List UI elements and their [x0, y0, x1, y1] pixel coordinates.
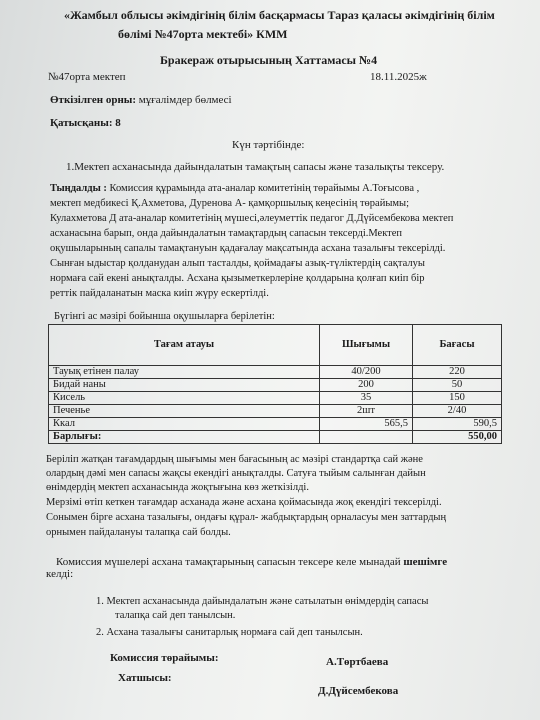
dish-price: 2/40: [413, 405, 502, 418]
protocol-date: 18.11.2025ж: [370, 71, 427, 83]
dish-yield: 2шт: [320, 405, 413, 418]
venue-value: мұғалімдер бөлмесі: [136, 94, 232, 106]
chair-role: Комиссия төрайымы:: [110, 652, 219, 664]
listened-line: Сынған ыдыстар қолданудан алып тасталды, қоймадағы азық-түліктердің сақталуы: [50, 258, 425, 269]
decision-intro: [56, 556, 447, 568]
decision-item-1: 1. Мектеп асханасында дайындалатын және сатылатын өнімдердің сапасы: [96, 596, 429, 607]
listened-line: [50, 183, 419, 194]
venue: [50, 94, 232, 106]
listened-line: Кулахметова Д ата-аналар комитетінің мүшесі,әлеуметтік педагог Д.Дүйсембекова мектеп: [50, 213, 454, 224]
col-header-dish: Тағам атауы: [49, 325, 320, 366]
dish-price: 50: [413, 379, 502, 392]
total-empty: [320, 431, 413, 444]
dish-name: Печенье: [49, 405, 320, 418]
total-row: [49, 431, 502, 444]
col-header-price: Бағасы: [413, 325, 502, 366]
dish-price: 590,5: [413, 418, 502, 431]
attendees-count: Қатысқаны: 8: [50, 117, 121, 129]
dish-name: Бидай наны: [49, 379, 320, 392]
table-row: [49, 418, 502, 431]
menu-header-row: [49, 325, 502, 366]
header-line-1: «Жамбыл облысы әкімдігінің білім басқармасы Тараз қаласы әкімдігінің білім: [64, 8, 495, 22]
summary-line: Мерзімі өтіп кеткен тағамдар асханада және асхана қоймасында жоқ екендігі тексерілді.: [46, 497, 442, 508]
decision-item-1-cont: талапқа сай деп танылсын.: [115, 610, 236, 621]
summary-line: Беріліп жатқан тағамдардың шығымы мен бағасының ас мәзірі стандартқа сай және: [46, 454, 423, 465]
agenda-heading: Күн тәртібінде:: [232, 139, 305, 151]
header-line-2: бөлімі №47орта мектебі» КММ: [118, 27, 288, 41]
listened-line: оқушыларының сапалы тамақтануын қадағалау мақсатында асхана тазалығы тексерілді.: [50, 243, 446, 254]
decision-intro-bold: шешімге: [403, 556, 448, 568]
listened-line: мектеп медбикесі Қ.Ахметова, Дуренова А- қамқоршылық кеңесінің төрайымы;: [50, 198, 409, 209]
col-header-yield: Шығымы: [320, 325, 413, 366]
listened-label: Тыңдалды :: [50, 183, 107, 194]
dish-yield: 35: [320, 392, 413, 405]
table-row: [49, 405, 502, 418]
table-row: [49, 392, 502, 405]
summary-line: Сонымен бірге асхана тазалығы, ондағы құрал- жабдықтардың орналасуы мен заттардың: [46, 512, 447, 523]
menu-intro: Бүгінгі ас мәзірі бойынша оқушыларға берілетін:: [54, 311, 275, 322]
total-value: 550,00: [413, 431, 502, 444]
dish-yield: 565,5: [320, 418, 413, 431]
dish-name: Тауық етінен палау: [49, 366, 320, 379]
listened-line: нормаға сай екені анықталды. Асхана қызыметкерлеріне қолдарына қолғап киіп бір: [50, 273, 425, 284]
decision-intro-end: келді:: [46, 568, 74, 580]
protocol-title: Бракераж отырысының Хаттамасы №4: [160, 53, 378, 67]
dish-yield: 40/200: [320, 366, 413, 379]
table-row: [49, 379, 502, 392]
secretary-role: Хатшысы:: [118, 672, 172, 684]
venue-label: Өткізілген орны:: [50, 94, 137, 106]
agenda-item-1: 1.Мектеп асханасында дайындалатын тамақтың сапасы және тазалықты тексеру.: [66, 161, 445, 173]
secretary-name: Д.Дүйсембекова: [318, 685, 399, 697]
summary-line: өнімдердің мектеп асханасында жоқтығына көз жеткізілді.: [46, 482, 309, 493]
dish-price: 150: [413, 392, 502, 405]
chair-name: А.Төртбаева: [326, 656, 389, 668]
dish-name: Кисель: [49, 392, 320, 405]
table-row: [49, 366, 502, 379]
dish-price: 220: [413, 366, 502, 379]
decision-intro-text: Комиссия мүшелері асхана тамақтарының сапасын тексере келе мынадай: [56, 556, 404, 568]
decision-item-2: 2. Асхана тазалығы санитарлық нормаға сай деп танылсын.: [96, 627, 363, 638]
listened-text-1: Комиссия құрамында ата-аналар комитетінің төрайымы А.Тоғысова ,: [106, 183, 420, 194]
total-label: Барлығы:: [49, 431, 320, 444]
dish-yield: 200: [320, 379, 413, 392]
summary-line: олардың дәмі мен сапасы жақсы екендігі анықталды. Сатуға тыйым салынған дайын: [46, 468, 426, 479]
listened-line: асханасына барып, онда дайындалатын тамақтардың сапасын тексерді.Мектеп: [50, 228, 403, 239]
school-name: №47орта мектеп: [48, 71, 126, 83]
menu-table: [48, 324, 502, 444]
listened-line: реттік пайдаланатын маска киіп жүру ескертілді.: [50, 288, 269, 299]
summary-line: орнымен пайдалануы талапқа сай болды.: [46, 527, 231, 538]
dish-name: Ккал: [49, 418, 320, 431]
